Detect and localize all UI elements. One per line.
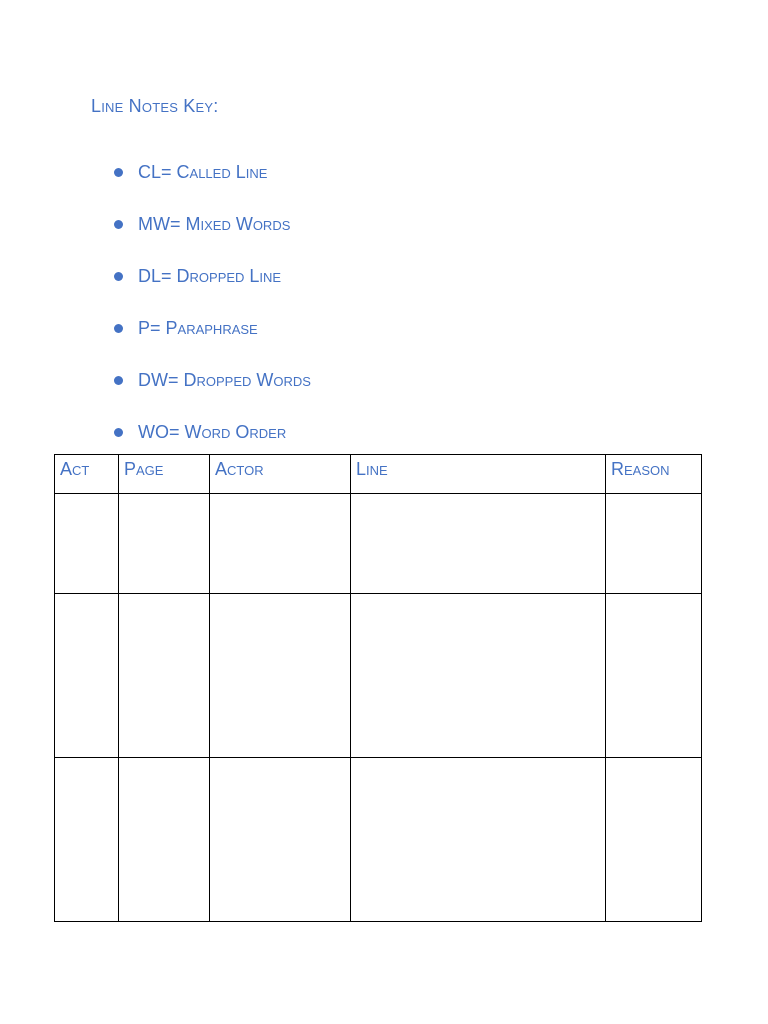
key-item-label: DW= Dropped Words (138, 369, 311, 390)
cell-line[interactable] (351, 594, 606, 758)
bullet-icon (114, 428, 123, 437)
key-item-label: DL= Dropped Line (138, 265, 282, 286)
line-notes-table (54, 454, 702, 922)
table-header-row (55, 455, 702, 494)
key-title: Line Notes Key: (91, 96, 219, 116)
header-page: Page (119, 455, 210, 494)
table-row (55, 494, 702, 594)
cell-actor[interactable] (210, 494, 351, 594)
header-reason: Reason (606, 455, 702, 494)
key-item-mw (112, 198, 311, 250)
header-act: Act (55, 455, 119, 494)
cell-reason[interactable] (606, 594, 702, 758)
key-item-label: MW= Mixed Words (138, 213, 291, 234)
cell-actor[interactable] (210, 758, 351, 922)
cell-page[interactable] (119, 594, 210, 758)
key-item-dl (112, 250, 311, 302)
key-item-label: P= Paraphrase (138, 317, 258, 338)
key-item-p (112, 302, 311, 354)
cell-line[interactable] (351, 758, 606, 922)
key-item-wo (112, 406, 311, 458)
key-item-cl (112, 146, 311, 198)
bullet-icon (114, 220, 123, 229)
cell-page[interactable] (119, 494, 210, 594)
cell-act[interactable] (55, 758, 119, 922)
cell-page[interactable] (119, 758, 210, 922)
cell-act[interactable] (55, 494, 119, 594)
header-actor: Actor (210, 455, 351, 494)
table-row (55, 594, 702, 758)
key-item-label: CL= Called Line (138, 161, 268, 182)
cell-reason[interactable] (606, 494, 702, 594)
header-line: Line (351, 455, 606, 494)
table-row (55, 758, 702, 922)
key-list (112, 146, 311, 458)
key-item-dw (112, 354, 311, 406)
cell-actor[interactable] (210, 594, 351, 758)
cell-reason[interactable] (606, 758, 702, 922)
cell-line[interactable] (351, 494, 606, 594)
bullet-icon (114, 168, 123, 177)
cell-act[interactable] (55, 594, 119, 758)
bullet-icon (114, 376, 123, 385)
bullet-icon (114, 272, 123, 281)
bullet-icon (114, 324, 123, 333)
key-item-label: WO= Word Order (138, 421, 287, 442)
